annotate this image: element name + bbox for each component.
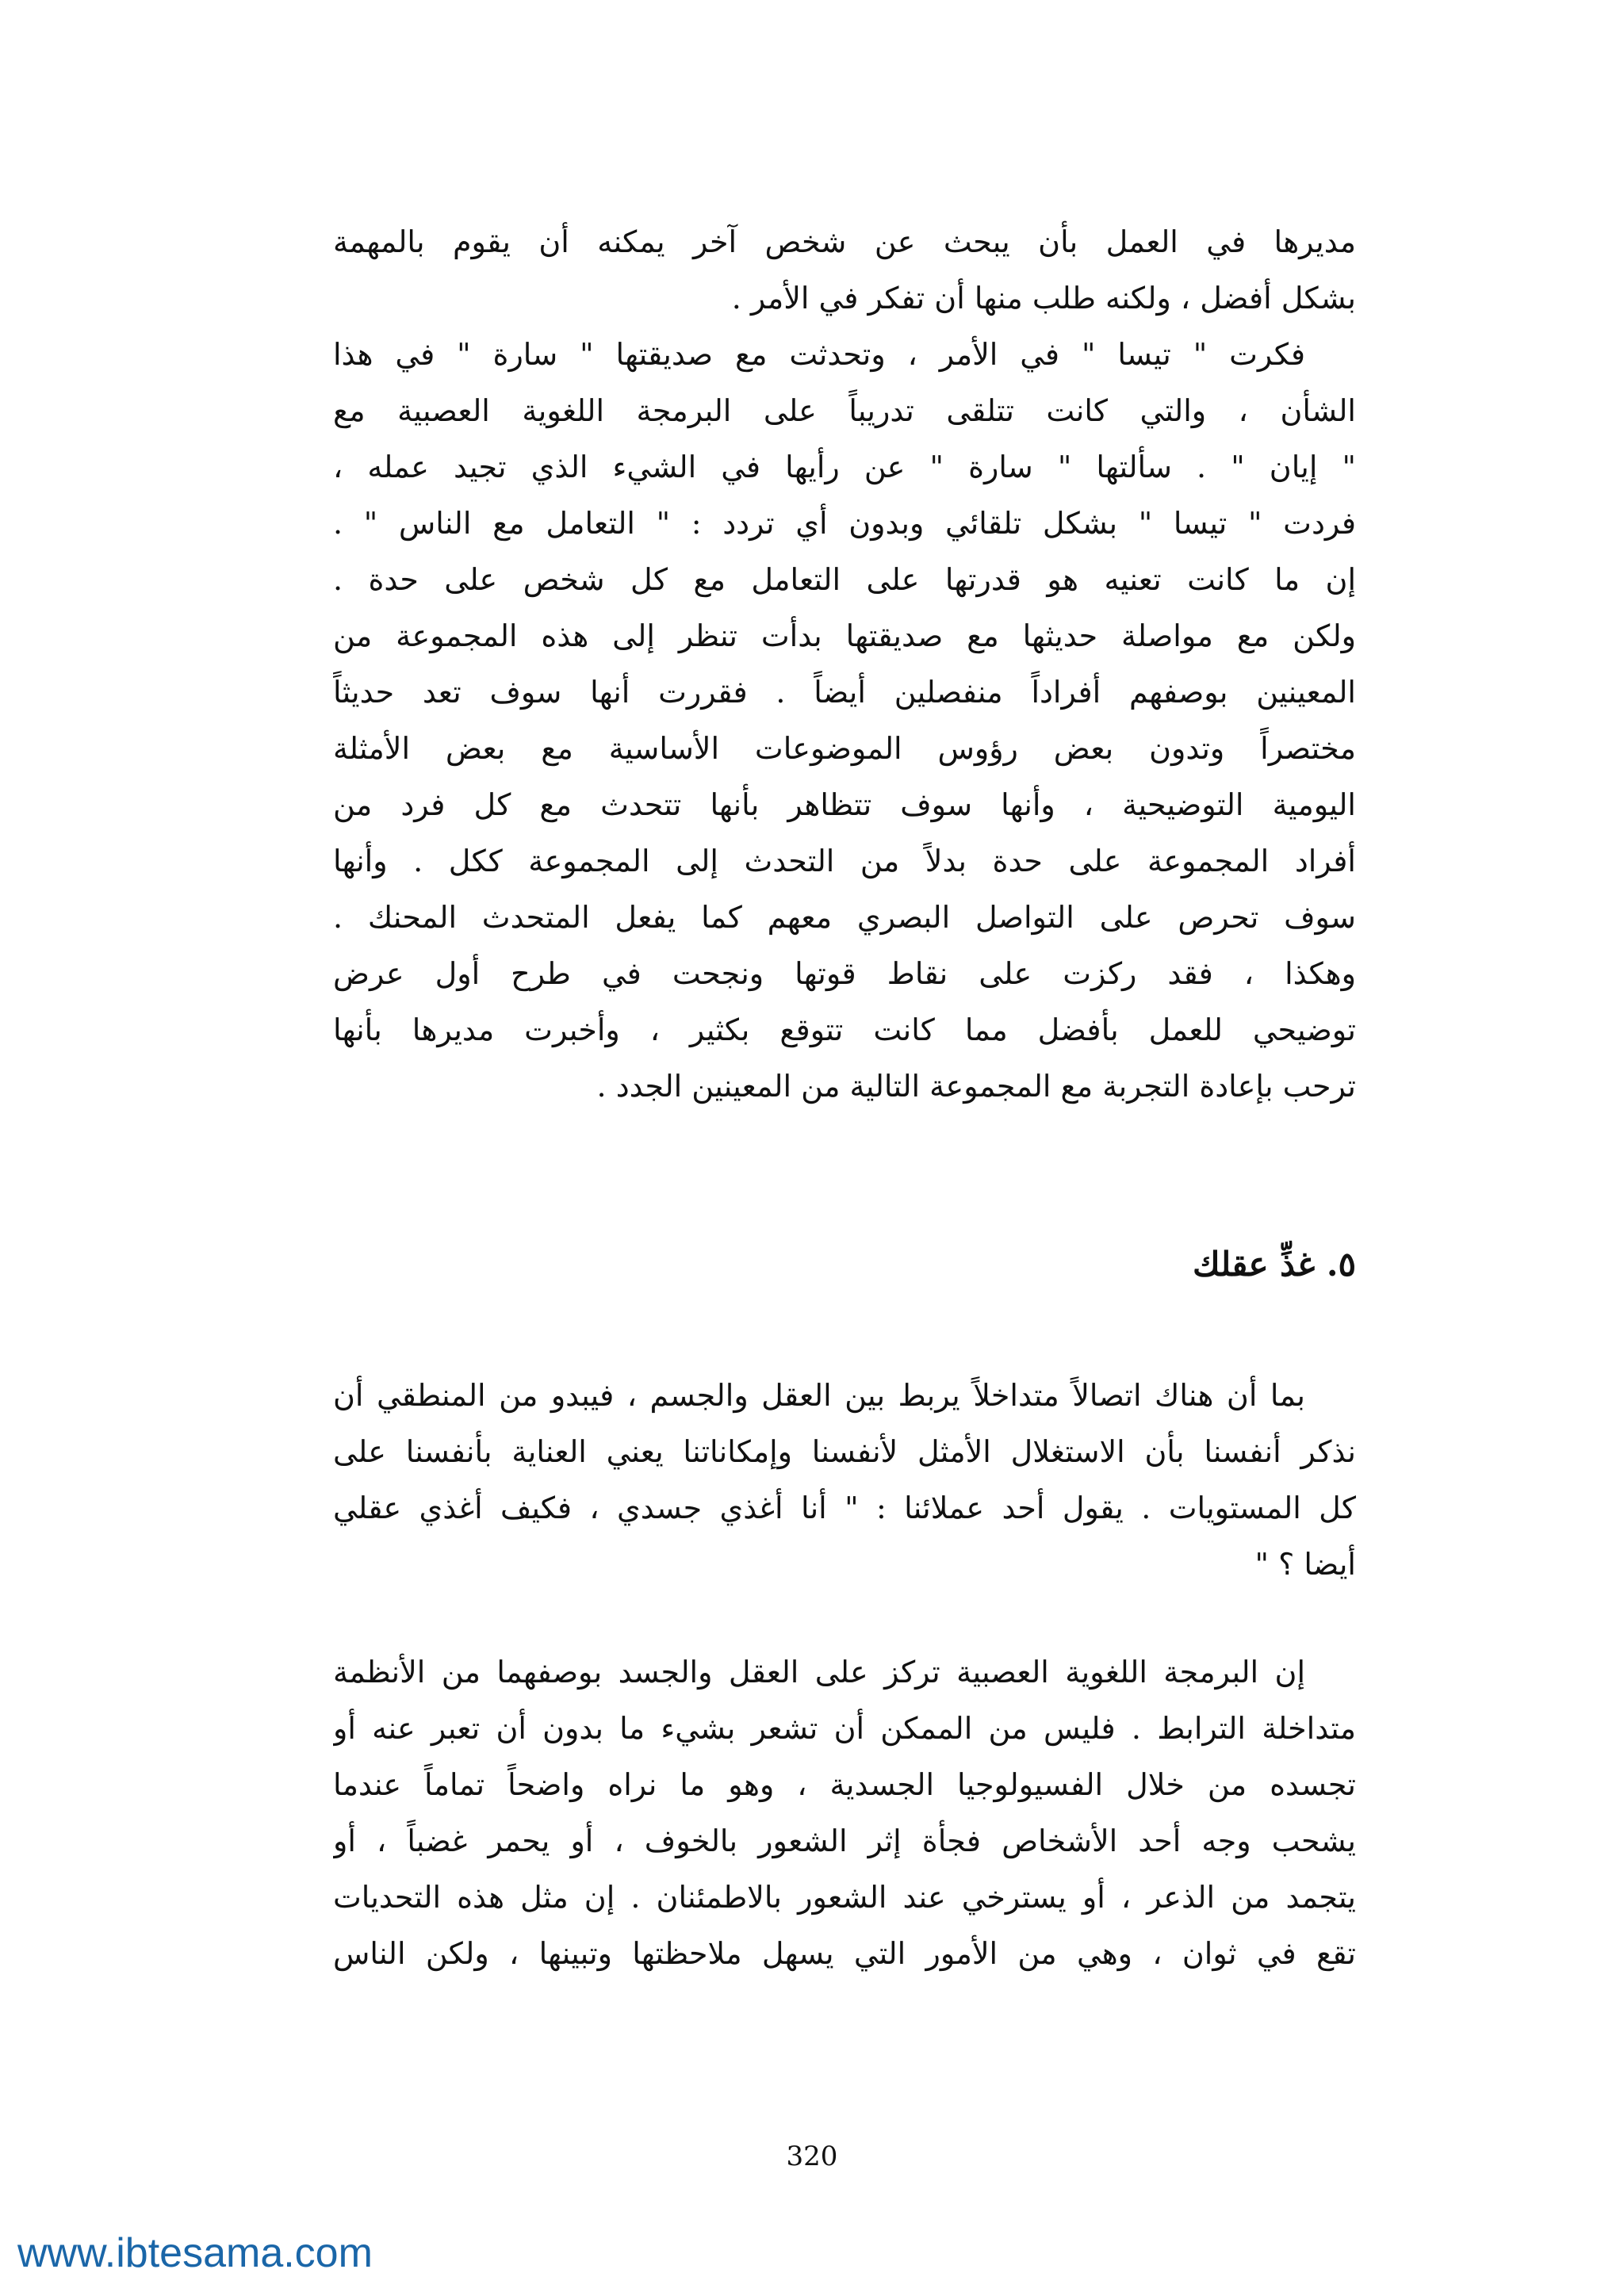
text-line: مختصراً وتدون بعض رؤوس الموضوعات الأساسية مع بعض الأمثلة	[333, 731, 1356, 766]
text-line: سوف تحرص على التواصل البصري معهم كما يفعل المتحدث المحنك .	[333, 900, 1356, 935]
text-line: فكرت " تيسا " في الأمر ، وتحدثت مع صديقتها " سارة " في هذا	[333, 337, 1305, 372]
text-line: نذكر أنفسنا بأن الاستغلال الأمثل لأنفسنا وإمكاناتنا يعني العناية بأنفسنا على	[333, 1434, 1356, 1469]
text-line: بما أن هناك اتصالاً متداخلاً يربط بين العقل والجسم ، فيبدو من المنطقي أن	[333, 1378, 1305, 1413]
text-line: ترحب بإعادة التجربة مع المجموعة التالية من المعينين الجدد .	[596, 1069, 1356, 1104]
text-line: مديرها في العمل بأن يبحث عن شخص آخر يمكنه أن يقوم بالمهمة	[333, 224, 1356, 259]
text-line: إن البرمجة اللغوية العصبية تركز على العقل والجسد بوصفهما من الأنظمة	[333, 1655, 1305, 1689]
text-line: متداخلة الترابط . فليس من الممكن أن تشعر بشيء ما بدون أن تعبر عنه أو	[333, 1711, 1356, 1746]
text-line: الشأن ، والتي كانت تتلقى تدريباً على البرمجة اللغوية العصبية مع	[333, 393, 1356, 428]
footer-website-link[interactable]: www.ibtesama.com	[17, 2230, 373, 2276]
text-line: تجسده من خلال الفسيولوجيا الجسدية ، وهو ما نراه واضحاً تماماً عندما	[333, 1767, 1356, 1802]
text-line: أيضا ؟ "	[1254, 1547, 1356, 1582]
text-line: تقع في ثوان ، وهي من الأمور التي يسهل ملاحظتها وتبينها ، ولكن الناس	[333, 1936, 1356, 1971]
text-line: إن ما كانت تعنيه هو قدرتها على التعامل مع كل شخص على حدة .	[333, 562, 1356, 597]
text-line: يشحب وجه أحد الأشخاص فجأة إثر الشعور بالخوف ، أو يحمر غضباً ، أو	[333, 1823, 1356, 1858]
text-line: " إيان " . سألتها " سارة " عن رأيها في الشيء الذي تجيد عمله ،	[333, 450, 1356, 484]
text-line: المعينين بوصفهم أفراداً منفصلين أيضاً . فقررت أنها سوف تعد حديثاً	[333, 675, 1356, 710]
text-line: وهكذا ، فقد ركزت على نقاط قوتها ونجحت في طرح أول عرض	[333, 956, 1356, 991]
section-heading: ٥. غذِّ عقلك	[1192, 1245, 1356, 1284]
text-line: توضيحي للعمل بأفضل مما كانت تتوقع بكثير ، وأخبرت مديرها بأنها	[333, 1012, 1356, 1047]
text-line: اليومية التوضيحية ، وأنها سوف تتظاهر بأنها تتحدث مع كل فرد من	[333, 787, 1356, 822]
paragraph-2	[333, 1368, 1356, 1593]
text-line: يتجمد من الذعر ، أو يسترخي عند الشعور بالاطمئنان . إن مثل هذه التحديات	[333, 1880, 1356, 1915]
text-line: كل المستويات . يقول أحد عملائنا : " أنا أغذي جسدي ، فكيف أغذي عقلي	[333, 1490, 1356, 1525]
text-line: بشكل أفضل ، ولكنه طلب منها أن تفكر في الأمر .	[731, 281, 1356, 316]
paragraph-3	[333, 1644, 1356, 1982]
text-line: ولكن مع مواصلة حديثها مع صديقتها بدأت تنظر إلى هذه المجموعة من	[333, 618, 1356, 653]
paragraph-1	[333, 214, 1356, 1115]
text-line: فردت " تيسا " بشكل تلقائي وبدون أي تردد : " التعامل مع الناس " .	[333, 506, 1356, 541]
page-number: 320	[786, 2141, 838, 2172]
text-line: أفراد المجموعة على حدة بدلاً من التحدث إلى المجموعة ككل . وأنها	[333, 844, 1356, 878]
